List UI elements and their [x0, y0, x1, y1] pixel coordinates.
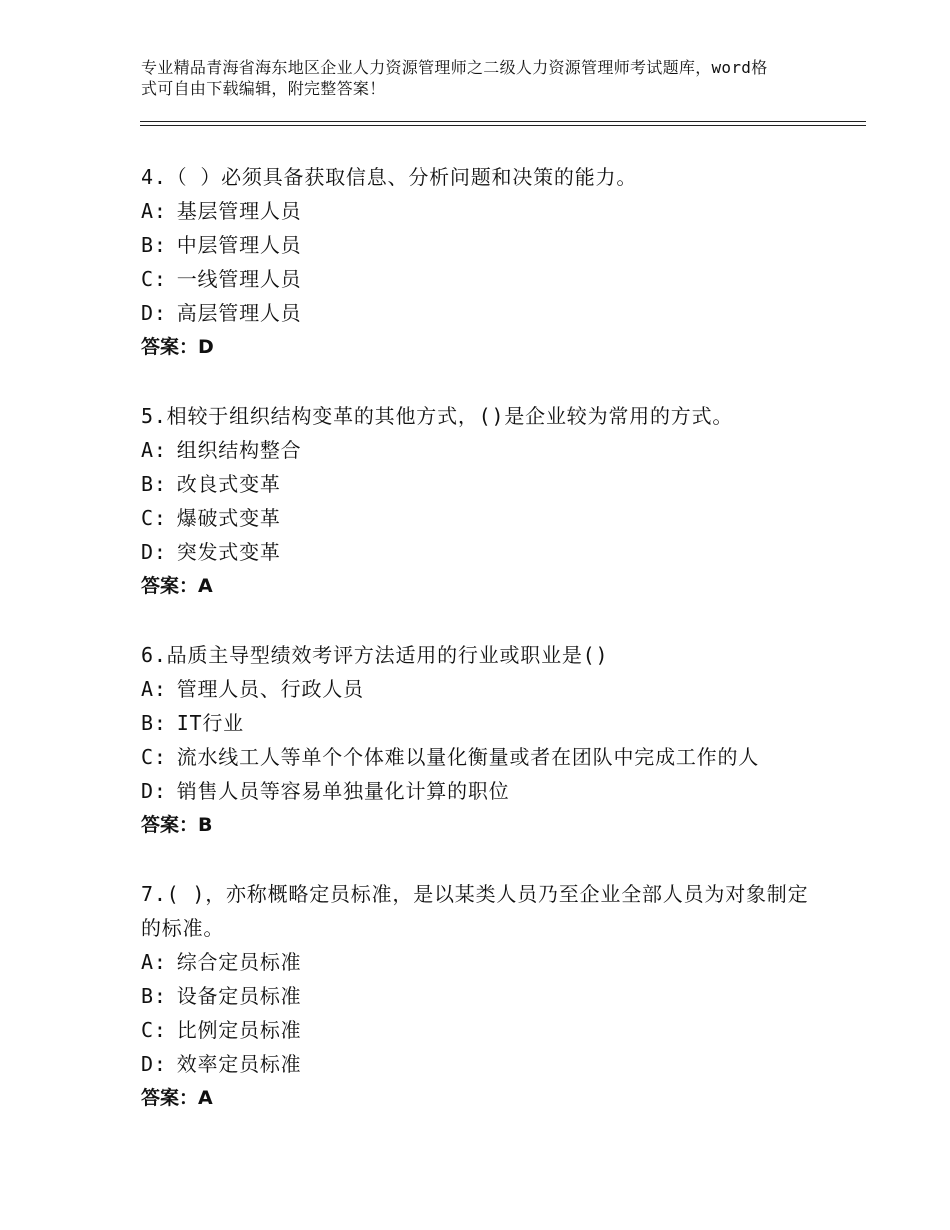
option-key: D: [141, 540, 167, 564]
question-6 [141, 638, 821, 842]
option-text: 管理人员、行政人员 [176, 677, 364, 701]
header-divider-top [140, 121, 866, 122]
option-c [141, 740, 821, 774]
option-text: 效率定员标准 [176, 1052, 302, 1076]
option-b [141, 228, 821, 262]
question-stem: 4.（ ）必须具备获取信息、分析问题和决策的能力。 [141, 165, 638, 189]
option-key: C: [141, 267, 167, 291]
option-c [141, 501, 821, 535]
option-key: A: [141, 677, 167, 701]
option-key: B: [141, 711, 167, 735]
option-text: 比例定员标准 [176, 1018, 302, 1042]
option-key: C: [141, 1018, 167, 1042]
option-b [141, 706, 821, 740]
option-text: 基层管理人员 [176, 199, 302, 223]
option-key: A: [141, 950, 167, 974]
option-a [141, 672, 821, 706]
question-5 [141, 399, 821, 603]
question-4 [141, 160, 821, 364]
option-text: 综合定员标准 [176, 950, 302, 974]
option-text: 流水线工人等单个个体难以量化衡量或者在团队中完成工作的人 [176, 745, 760, 769]
header-divider-bottom [140, 125, 866, 126]
option-key: D: [141, 301, 167, 325]
option-text: 设备定员标准 [176, 984, 302, 1008]
option-key: B: [141, 472, 167, 496]
option-text: IT行业 [176, 711, 244, 735]
option-text: 改良式变革 [176, 472, 281, 496]
option-a [141, 945, 821, 979]
answer-line: 答案：A [141, 575, 213, 597]
option-key: B: [141, 233, 167, 257]
option-text: 中层管理人员 [176, 233, 302, 257]
option-a [141, 433, 821, 467]
option-b [141, 467, 821, 501]
option-text: 销售人员等容易单独量化计算的职位 [176, 779, 510, 803]
option-a [141, 194, 821, 228]
option-b [141, 979, 821, 1013]
option-text: 一线管理人员 [176, 267, 302, 291]
document-header: 专业精品青海省海东地区企业人力资源管理师之二级人力资源管理师考试题库，word格式可自由下载编辑，附完整答案！ [141, 58, 768, 98]
option-key: B: [141, 984, 167, 1008]
answer-line: 答案：B [141, 814, 213, 836]
question-7 [141, 877, 821, 1115]
answer-line: 答案：A [141, 1087, 213, 1109]
question-stem: 6.品质主导型绩效考评方法适用的行业或职业是() [141, 643, 609, 667]
option-key: A: [141, 438, 167, 462]
option-text: 高层管理人员 [176, 301, 302, 325]
option-c [141, 262, 821, 296]
option-c [141, 1013, 821, 1047]
option-d [141, 296, 821, 330]
option-key: C: [141, 506, 167, 530]
question-stem: 5.相较于组织结构变革的其他方式，()是企业较为常用的方式。 [141, 404, 734, 428]
option-d [141, 1047, 821, 1081]
option-key: C: [141, 745, 167, 769]
option-d [141, 535, 821, 569]
option-text: 组织结构整合 [176, 438, 302, 462]
option-text: 爆破式变革 [176, 506, 281, 530]
answer-line: 答案：D [141, 336, 214, 358]
option-key: D: [141, 1052, 167, 1076]
option-d [141, 774, 821, 808]
option-text: 突发式变革 [176, 540, 281, 564]
question-stem: 7.( )，亦称概略定员标准，是以某类人员乃至企业全部人员为对象制定的标准。 [141, 882, 809, 940]
option-key: D: [141, 779, 167, 803]
option-key: A: [141, 199, 167, 223]
